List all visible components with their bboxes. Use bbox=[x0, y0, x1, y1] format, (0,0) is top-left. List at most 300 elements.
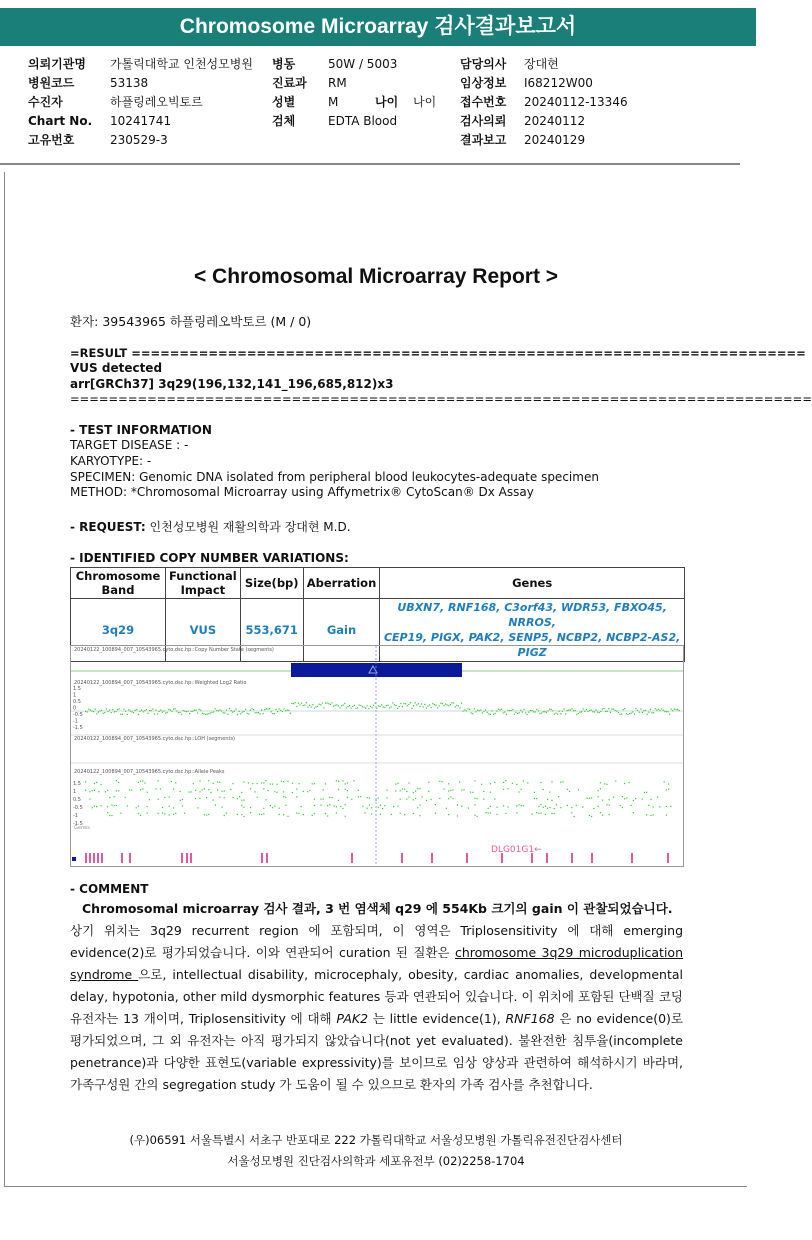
allele-dot bbox=[422, 796, 423, 797]
allele-dot bbox=[571, 812, 572, 813]
log2-dot bbox=[229, 708, 230, 709]
log2-dot bbox=[671, 709, 672, 710]
allele-dot bbox=[503, 782, 504, 783]
log2-dot bbox=[517, 713, 518, 714]
log2-dot bbox=[533, 711, 534, 712]
log2-dot bbox=[135, 710, 136, 711]
log2-dot bbox=[403, 703, 404, 704]
allele-dot bbox=[274, 806, 275, 807]
cnv-header-row bbox=[71, 568, 685, 599]
allele-dot bbox=[567, 789, 568, 790]
log2-dot bbox=[661, 708, 662, 709]
allele-dot bbox=[490, 812, 491, 813]
result-arr: arr[GRCh37] 3q29(196,132,141_196,685,812)x3 bbox=[70, 377, 394, 391]
value-requesting-institution: 가톨릭대학교 인천성모병원 bbox=[110, 57, 253, 71]
log2-dot bbox=[114, 711, 115, 712]
allele-dot bbox=[413, 792, 414, 793]
allele-dot bbox=[274, 791, 275, 792]
log2-dot bbox=[495, 713, 496, 714]
allele-dot bbox=[397, 806, 398, 807]
allele-dot bbox=[543, 807, 544, 808]
allele-tick: 1 bbox=[73, 789, 77, 795]
log2-dot bbox=[663, 710, 664, 711]
allele-dot bbox=[342, 780, 343, 781]
log2-dot bbox=[271, 711, 272, 712]
log2-dot bbox=[464, 709, 465, 710]
allele-dot bbox=[217, 789, 218, 790]
log2-dot bbox=[344, 703, 345, 704]
allele-dot bbox=[327, 815, 328, 816]
log2-dot bbox=[421, 703, 422, 704]
log2-dot bbox=[427, 706, 428, 707]
allele-dot bbox=[626, 797, 627, 798]
log2-dot bbox=[544, 711, 545, 712]
log2-dot bbox=[277, 711, 278, 712]
log2-dot bbox=[623, 709, 624, 710]
allele-dot bbox=[562, 781, 563, 782]
log2-tick: -1 bbox=[73, 718, 78, 725]
allele-dot bbox=[463, 789, 464, 790]
log2-dot bbox=[354, 705, 355, 706]
allele-dot bbox=[287, 781, 288, 782]
allele-dot bbox=[415, 798, 416, 799]
allele-dot bbox=[419, 788, 420, 789]
log2-dot bbox=[213, 711, 214, 712]
log2-dot bbox=[472, 713, 473, 714]
allele-dot bbox=[287, 816, 288, 817]
log2-dot bbox=[629, 713, 630, 714]
allele-dot bbox=[400, 790, 401, 791]
allele-dot bbox=[485, 812, 486, 813]
log2-dot bbox=[184, 711, 185, 712]
allele-dot bbox=[490, 783, 491, 784]
allele-dot bbox=[140, 789, 141, 790]
allele-tick: 0.5 bbox=[73, 797, 81, 803]
allele-dot bbox=[404, 814, 405, 815]
allele-dot bbox=[182, 805, 183, 806]
log2-dot bbox=[531, 710, 532, 711]
allele-dot bbox=[406, 799, 407, 800]
log2-dot bbox=[248, 713, 249, 714]
log2-dot bbox=[659, 710, 660, 711]
allele-dot bbox=[345, 783, 346, 784]
log2-dot bbox=[323, 707, 324, 708]
allele-dot bbox=[642, 798, 643, 799]
log2-dot bbox=[643, 710, 644, 711]
log2-dot bbox=[560, 713, 561, 714]
allele-dot bbox=[468, 807, 469, 808]
log2-dot bbox=[109, 709, 110, 710]
log2-dot bbox=[520, 710, 521, 711]
log2-dot bbox=[474, 708, 475, 709]
request-label: - REQUEST: bbox=[70, 520, 146, 534]
gene-bar bbox=[261, 853, 263, 863]
log2-dot bbox=[234, 711, 235, 712]
log2-dot bbox=[514, 714, 515, 715]
allele-dot bbox=[653, 814, 654, 815]
allele-dot bbox=[666, 815, 667, 816]
allele-dot bbox=[543, 789, 544, 790]
log2-dot bbox=[546, 712, 547, 713]
log2-dot bbox=[146, 709, 147, 710]
log2-dot bbox=[523, 709, 524, 710]
log2-dot bbox=[656, 709, 657, 710]
allele-dot bbox=[292, 792, 293, 793]
allele-dot bbox=[428, 782, 429, 783]
allele-dot bbox=[285, 805, 286, 806]
allele-dot bbox=[516, 812, 517, 813]
allele-dot bbox=[556, 804, 557, 805]
allele-dot bbox=[140, 781, 141, 782]
allele-dot bbox=[224, 790, 225, 791]
log2-dot bbox=[317, 706, 318, 707]
log2-dot bbox=[371, 707, 372, 708]
log2-dot bbox=[557, 714, 558, 715]
label-specimen: 검체 bbox=[272, 114, 296, 128]
allele-dot bbox=[162, 807, 163, 808]
allele-dot bbox=[435, 804, 436, 805]
cnv-heading: - IDENTIFIED COPY NUMBER VARIATIONS: bbox=[70, 551, 349, 565]
log2-dot bbox=[618, 712, 619, 713]
allele-dot bbox=[309, 790, 310, 791]
log2-dot bbox=[615, 710, 616, 711]
log2-dot bbox=[301, 703, 302, 704]
log2-tick: 1 bbox=[73, 692, 77, 699]
allele-dot bbox=[230, 789, 231, 790]
log2-dot bbox=[584, 711, 585, 712]
log2-dot bbox=[583, 708, 584, 709]
allele-dot bbox=[474, 815, 475, 816]
log2-dot bbox=[469, 709, 470, 710]
allele-dot bbox=[457, 815, 458, 816]
allele-dot bbox=[360, 796, 361, 797]
log2-dot bbox=[634, 713, 635, 714]
log2-dot bbox=[112, 709, 113, 710]
allele-dots bbox=[85, 780, 671, 817]
allele-dot bbox=[307, 791, 308, 792]
allele-dot bbox=[523, 805, 524, 806]
allele-dot bbox=[367, 797, 368, 798]
log2-dot bbox=[205, 714, 206, 715]
value-sex: M bbox=[328, 95, 339, 109]
log2-dot bbox=[261, 709, 262, 710]
log2-dot bbox=[626, 713, 627, 714]
allele-dot bbox=[215, 804, 216, 805]
allele-dot bbox=[545, 814, 546, 815]
log2-dot bbox=[522, 712, 523, 713]
log2-dot bbox=[141, 709, 142, 710]
log2-dot bbox=[237, 714, 238, 715]
log2-dot bbox=[635, 708, 636, 709]
log2-dot bbox=[439, 705, 440, 706]
allele-dot bbox=[325, 783, 326, 784]
log2-dot bbox=[597, 712, 598, 713]
log2-dot bbox=[355, 708, 356, 709]
allele-dot bbox=[483, 791, 484, 792]
allele-dot bbox=[120, 813, 121, 814]
track4-label: 20240122_100894_007_10543965.cyto.dsc.hp::Allele Peaks bbox=[74, 769, 225, 775]
log2-dot bbox=[151, 710, 152, 711]
label-age: 나이 bbox=[375, 95, 399, 109]
allele-dot bbox=[147, 812, 148, 813]
log2-dot bbox=[559, 711, 560, 712]
allele-dot bbox=[503, 789, 504, 790]
allele-dot bbox=[635, 798, 636, 799]
allele-dot bbox=[114, 805, 115, 806]
log2-dot bbox=[314, 708, 315, 709]
allele-dot bbox=[188, 791, 189, 792]
allele-dot bbox=[483, 799, 484, 800]
allele-dot bbox=[173, 807, 174, 808]
log2-dot bbox=[319, 704, 320, 705]
allele-dot bbox=[89, 791, 90, 792]
log2-dot bbox=[328, 703, 329, 704]
log2-dot bbox=[218, 710, 219, 711]
log2-dot bbox=[338, 705, 339, 706]
log2-dot bbox=[365, 707, 366, 708]
allele-dot bbox=[303, 791, 304, 792]
allele-tick: 1.5 bbox=[73, 781, 81, 787]
allele-dot bbox=[136, 807, 137, 808]
allele-dot bbox=[158, 780, 159, 781]
track1-label: 20240122_100894_007_10543965.cyto.dsc.hp::Copy Number State (segments) bbox=[74, 647, 274, 653]
allele-dot bbox=[507, 788, 508, 789]
log2-dot bbox=[327, 702, 328, 703]
log2-dot bbox=[123, 709, 124, 710]
allele-dot bbox=[380, 805, 381, 806]
allele-dot bbox=[600, 812, 601, 813]
allele-dot bbox=[237, 798, 238, 799]
allele-dot bbox=[94, 783, 95, 784]
value-clinical-info: I68212W00 bbox=[524, 76, 593, 90]
allele-dot bbox=[628, 782, 629, 783]
log2-dot bbox=[283, 708, 284, 709]
log2-dot bbox=[115, 711, 116, 712]
allele-dot bbox=[587, 798, 588, 799]
gene-bar bbox=[129, 853, 131, 863]
allele-dot bbox=[314, 813, 315, 814]
log2-dot bbox=[296, 706, 297, 707]
log2-dot bbox=[207, 714, 208, 715]
result-end-line: ============================================================================= bbox=[70, 392, 812, 406]
log2-dot bbox=[223, 712, 224, 713]
gene-bars bbox=[85, 853, 669, 863]
allele-dot bbox=[160, 788, 161, 789]
allele-dot bbox=[331, 797, 332, 798]
log2-dot bbox=[195, 709, 196, 710]
label-hospital-code: 병원코드 bbox=[28, 76, 75, 90]
log2-dot bbox=[192, 711, 193, 712]
log2-dot bbox=[535, 711, 536, 712]
log2-dot bbox=[567, 710, 568, 711]
log2-dot bbox=[266, 708, 267, 709]
log2-dot bbox=[543, 711, 544, 712]
allele-dot bbox=[206, 814, 207, 815]
karyotype: KARYOTYPE: - bbox=[70, 454, 152, 468]
allele-dot bbox=[600, 782, 601, 783]
log2-dot bbox=[599, 712, 600, 713]
allele-tick: -1 bbox=[73, 813, 78, 819]
label-physician: 담당의사 bbox=[460, 57, 507, 71]
allele-dot bbox=[512, 783, 513, 784]
allele-dot bbox=[551, 781, 552, 782]
track2-label: 20240122_100894_007_10543965.cyto.dsc.hp::Weighted Log2 Ratio bbox=[74, 680, 247, 686]
log2-dot bbox=[512, 709, 513, 710]
allele-dot bbox=[180, 800, 181, 801]
cell-impact: VUS bbox=[166, 599, 241, 662]
allele-dot bbox=[426, 800, 427, 801]
log2-dot bbox=[461, 703, 462, 704]
log2-dot bbox=[613, 709, 614, 710]
log2-dot bbox=[255, 712, 256, 713]
allele-dot bbox=[107, 812, 108, 813]
value-patient: 하플링레오빅토르 bbox=[110, 95, 203, 109]
allele-dot bbox=[567, 805, 568, 806]
log2-dot bbox=[632, 711, 633, 712]
log2-dot bbox=[157, 713, 158, 714]
allele-dot bbox=[338, 789, 339, 790]
allele-dot bbox=[175, 782, 176, 783]
log2-dot bbox=[573, 710, 574, 711]
log2-dot bbox=[519, 712, 520, 713]
label-requesting-institution: 의뢰기관명 bbox=[28, 57, 86, 71]
cell-size: 553,671 bbox=[240, 599, 303, 662]
log2-dot bbox=[99, 710, 100, 711]
allele-dot bbox=[474, 804, 475, 805]
log2-dot bbox=[536, 709, 537, 710]
log2-dot bbox=[194, 710, 195, 711]
allele-dot bbox=[576, 805, 577, 806]
log2-dot bbox=[85, 711, 86, 712]
value-specimen: EDTA Blood bbox=[328, 114, 398, 128]
log2-dot bbox=[423, 706, 424, 707]
allele-dot bbox=[338, 781, 339, 782]
allele-dot bbox=[92, 807, 93, 808]
value-department: RM bbox=[328, 76, 347, 90]
allele-dot bbox=[312, 783, 313, 784]
allele-dot bbox=[536, 812, 537, 813]
log2-dot bbox=[171, 711, 172, 712]
allele-dot bbox=[118, 782, 119, 783]
log2-dot bbox=[199, 709, 200, 710]
allele-dot bbox=[380, 814, 381, 815]
allele-dot bbox=[164, 797, 165, 798]
allele-dot bbox=[450, 796, 451, 797]
comment-text-b: 으로, intellectual disability, microcephaly, obesity, cardiac anomalies, developmental delay, hypotonia, other mild dysmorphic features 등과 연관되어 있습니다. 이 위치에 포함된 단백질 코딩 유전자는 13 개이며, Triplosensitivity 에 대해 bbox=[70, 967, 683, 1026]
log2-dot bbox=[399, 706, 400, 707]
log2-dot bbox=[429, 704, 430, 705]
allele-dot bbox=[582, 806, 583, 807]
log2-dot bbox=[131, 711, 132, 712]
log2-dot bbox=[343, 705, 344, 706]
allele-dot bbox=[540, 813, 541, 814]
allele-dot bbox=[314, 799, 315, 800]
allele-dot bbox=[250, 812, 251, 813]
log2-dot bbox=[144, 710, 145, 711]
log2-dot bbox=[232, 712, 233, 713]
allele-dot bbox=[116, 805, 117, 806]
log2-dot bbox=[647, 714, 648, 715]
allele-dot bbox=[598, 796, 599, 797]
label-accession-no: 접수번호 bbox=[460, 95, 507, 109]
allele-dot bbox=[323, 789, 324, 790]
allele-dot bbox=[158, 799, 159, 800]
allele-dot bbox=[204, 814, 205, 815]
cell-aberration: Gain bbox=[303, 599, 380, 662]
log2-dot bbox=[187, 711, 188, 712]
allele-dot bbox=[259, 814, 260, 815]
allele-dot bbox=[413, 799, 414, 800]
log2-dot bbox=[293, 703, 294, 704]
log2-dot bbox=[274, 713, 275, 714]
log2-dot bbox=[416, 704, 417, 705]
th-size: Size(bp) bbox=[240, 568, 303, 599]
log2-dot bbox=[674, 708, 675, 709]
gene-bar bbox=[571, 853, 573, 863]
log2-dot bbox=[251, 708, 252, 709]
allele-dot bbox=[435, 813, 436, 814]
label-chart-no: Chart No. bbox=[28, 114, 93, 128]
allele-dot bbox=[351, 799, 352, 800]
allele-dot bbox=[347, 790, 348, 791]
log2-dot bbox=[563, 709, 564, 710]
gene-bar bbox=[466, 853, 468, 863]
gene-bar bbox=[591, 853, 593, 863]
allele-dot bbox=[551, 800, 552, 801]
allele-dot bbox=[279, 808, 280, 809]
allele-dot bbox=[129, 789, 130, 790]
allele-dot bbox=[312, 815, 313, 816]
allele-dot bbox=[303, 814, 304, 815]
log2-dot bbox=[426, 707, 427, 708]
allele-dot bbox=[210, 792, 211, 793]
allele-dot bbox=[646, 814, 647, 815]
allele-dot bbox=[329, 804, 330, 805]
log2-dot bbox=[167, 712, 168, 713]
allele-dot bbox=[109, 797, 110, 798]
allele-dot bbox=[419, 804, 420, 805]
allele-dot bbox=[534, 792, 535, 793]
allele-dot bbox=[243, 781, 244, 782]
log2-dot bbox=[93, 711, 94, 712]
allele-dot bbox=[111, 805, 112, 806]
allele-dot bbox=[213, 800, 214, 801]
log2-dot bbox=[554, 714, 555, 715]
log2-dot bbox=[101, 710, 102, 711]
allele-dot bbox=[281, 781, 282, 782]
log2-dot bbox=[394, 704, 395, 705]
allele-dot bbox=[622, 807, 623, 808]
log2-dot bbox=[579, 712, 580, 713]
allele-dot bbox=[521, 805, 522, 806]
allele-dot bbox=[490, 792, 491, 793]
log2-dot bbox=[311, 706, 312, 707]
allele-dot bbox=[371, 813, 372, 814]
allele-dot bbox=[345, 816, 346, 817]
allele-dot bbox=[118, 790, 119, 791]
allele-dot bbox=[578, 789, 579, 790]
allele-dot bbox=[659, 806, 660, 807]
allele-dot bbox=[162, 813, 163, 814]
log2-dot bbox=[210, 712, 211, 713]
allele-dot bbox=[127, 805, 128, 806]
allele-dot bbox=[613, 797, 614, 798]
allele-dot bbox=[94, 790, 95, 791]
allele-dot bbox=[404, 789, 405, 790]
log2-dot bbox=[666, 711, 667, 712]
allele-dot bbox=[261, 814, 262, 815]
allele-dot bbox=[276, 792, 277, 793]
